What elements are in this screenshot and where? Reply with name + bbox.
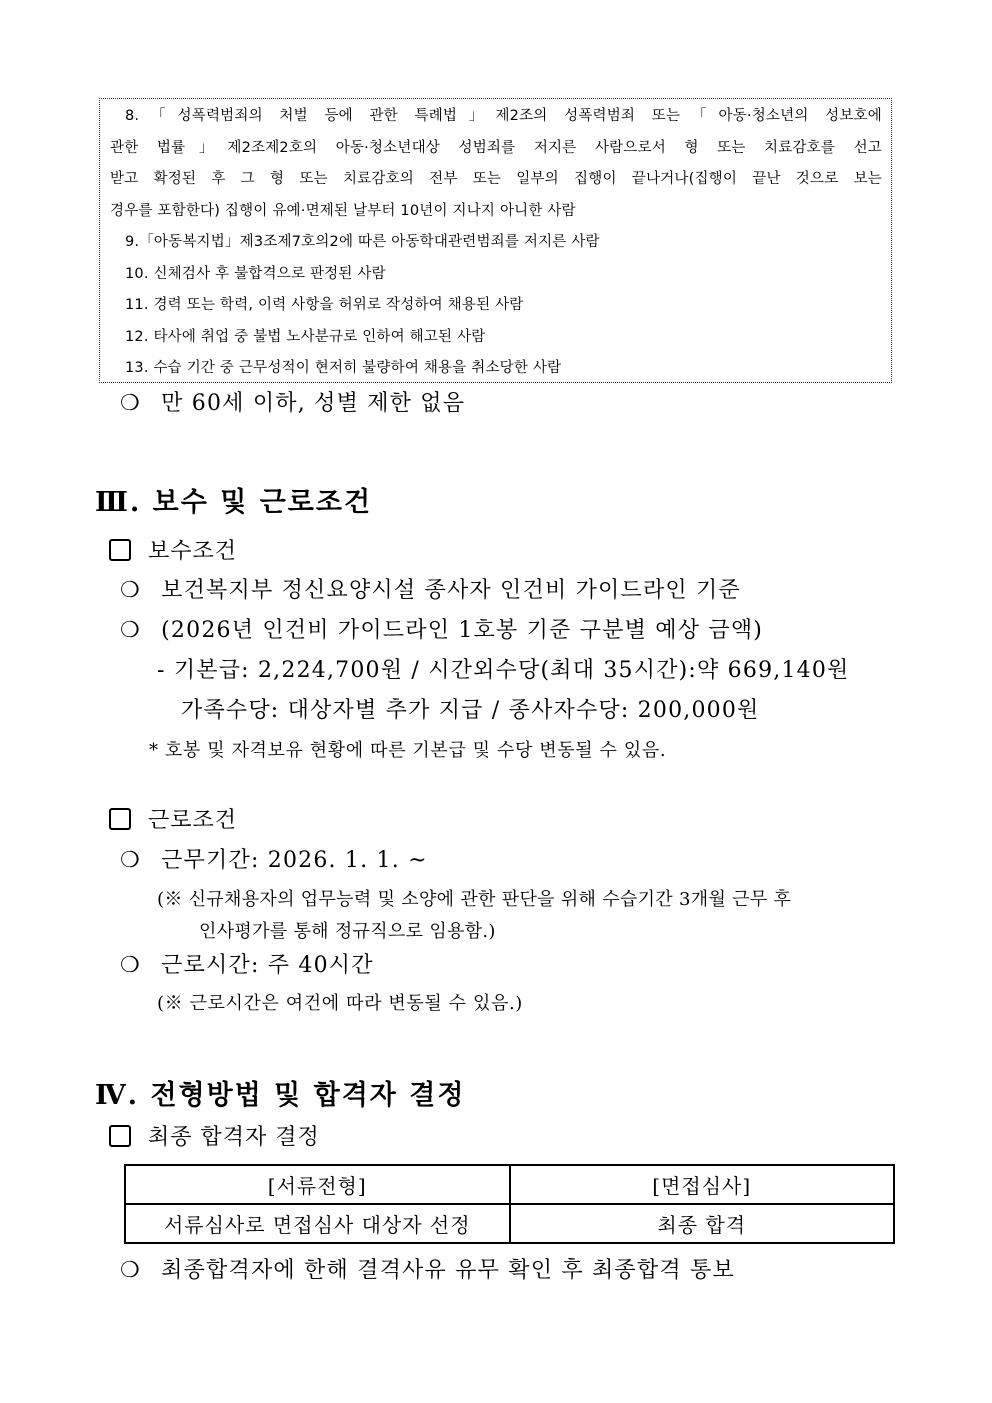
circle-bullet-icon: ❍ xyxy=(120,578,141,603)
disqualification-item-8-line4: 경우를 포함한다) 집행이 유예·면제된 날부터 10년이 지나지 아니한 사람 xyxy=(110,203,576,219)
table-header-row xyxy=(125,1165,894,1204)
table-cell: 서류심사로 면접심사 대상자 선정 xyxy=(125,1204,510,1243)
final-note-line xyxy=(120,1253,735,1284)
selection-table xyxy=(124,1164,895,1244)
circle-bullet-icon: ❍ xyxy=(120,848,141,873)
pay-bullet-2 xyxy=(120,613,763,644)
final-heading: 최종 합격자 결정 xyxy=(148,1125,320,1150)
pay-bullet-1 xyxy=(120,573,741,604)
table-header-cell: [면접심사] xyxy=(510,1165,895,1204)
work-period-text: 근무기간: 2026. 1. 1. ~ xyxy=(161,848,428,873)
section-3-title: Ⅲ. 보수 및 근로조건 xyxy=(95,487,373,518)
work-hours-text: 근로시간: 주 40시간 xyxy=(161,953,374,978)
circle-bullet-icon: ❍ xyxy=(120,618,141,643)
checkbox-square-icon xyxy=(109,539,131,561)
disqualification-item-8-line3: 받고 확정된 후 그 형 또는 치료감호의 전부 또는 일부의 집행이 끝나거나(집행이 끝난 것으로 보는 xyxy=(110,171,882,187)
disqualification-item-10: 10. 신체검사 후 불합격으로 판정된 사람 xyxy=(125,266,386,282)
work-hours-line xyxy=(120,948,374,979)
work-heading: 근로조건 xyxy=(148,808,238,833)
checkbox-square-icon xyxy=(109,1125,131,1147)
circle-bullet-icon: ❍ xyxy=(120,391,141,416)
checkbox-square-icon xyxy=(109,808,131,830)
pay-bullet-2-text: (2026년 인건비 가이드라인 1호봉 기준 구분별 예상 금액) xyxy=(161,618,764,643)
work-period-note-1: (※ 신규채용자의 업무능력 및 소양에 관한 판단을 위해 수습기간 3개월 근무 후 xyxy=(157,889,792,910)
section-4-title: Ⅳ. 전형방법 및 합격자 결정 xyxy=(95,1080,466,1111)
table-header-cell: [서류전형] xyxy=(125,1165,510,1204)
pay-bullet-1-text: 보건복지부 정신요양시설 종사자 인건비 가이드라인 기준 xyxy=(161,578,741,603)
disqualification-item-8-line1: 8.「성폭력범죄의 처벌 등에 관한 특례법」제2조의 성폭력범죄 또는「아동·청소년의 성보호에 xyxy=(125,108,882,124)
disqualification-item-12: 12. 타사에 취업 중 불법 노사분규로 인하여 해고된 사람 xyxy=(125,329,486,345)
table-cell: 최종 합격 xyxy=(510,1204,895,1243)
pay-heading: 보수조건 xyxy=(148,539,238,564)
table-row xyxy=(125,1204,894,1243)
disqualification-item-13: 13. 수습 기간 중 근무성적이 현저히 불량하여 채용을 취소당한 사람 xyxy=(125,360,562,376)
work-hours-note: (※ 근로시간은 여건에 따라 변동될 수 있음.) xyxy=(157,993,523,1014)
disqualification-item-8-line2: 관한 법률」제2조제2호의 아동·청소년대상 성범죄를 저지른 사람으로서 형 또는 치료감호를 선고 xyxy=(110,140,882,156)
pay-detail-2: 가족수당: 대상자별 추가 지급 / 종사자수당: 200,000원 xyxy=(181,698,760,723)
circle-bullet-icon: ❍ xyxy=(120,1258,141,1283)
disqualification-item-11: 11. 경력 또는 학력, 이력 사항을 허위로 작성하여 채용된 사람 xyxy=(125,297,524,313)
work-period-note-2: 인사평가를 통해 정규직으로 임용함.) xyxy=(199,921,496,942)
disqualification-box xyxy=(99,98,892,383)
circle-bullet-icon: ❍ xyxy=(120,953,141,978)
disqualification-item-9: 9.「아동복지법」제3조제7호의2에 따른 아동학대관련범죄를 저지른 사람 xyxy=(125,234,600,250)
age-condition-line xyxy=(120,386,465,417)
work-period-line xyxy=(120,843,428,874)
pay-note: * 호봉 및 자격보유 현황에 따른 기본급 및 수당 변동될 수 있음. xyxy=(149,740,667,761)
age-condition-text: 만 60세 이하, 성별 제한 없음 xyxy=(161,391,466,416)
pay-detail-1: - 기본급: 2,224,700원 / 시간외수당(최대 35시간):약 669,140원 xyxy=(157,658,850,683)
final-note-text: 최종합격자에 한해 결격사유 유무 확인 후 최종합격 통보 xyxy=(161,1258,735,1283)
